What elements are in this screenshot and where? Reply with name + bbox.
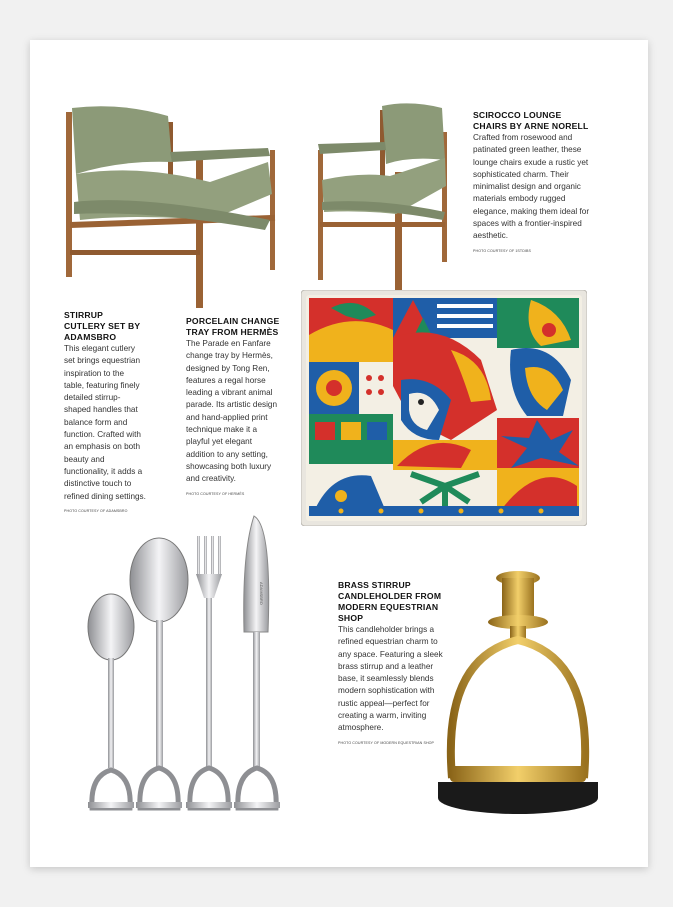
- lounge-chair-right: [318, 103, 447, 292]
- cutlery-credit: PHOTO COURTESY OF ADAMSBRO: [64, 508, 128, 513]
- cutlery-title: STIRRUP CUTLERY SET BY ADAMSBRO: [64, 310, 141, 342]
- brass-candleholder-image: [432, 568, 598, 828]
- tray-title: PORCELAIN CHANGE TRAY FROM HERMÈS: [186, 316, 280, 337]
- knife: [234, 516, 280, 808]
- lounge-chair-left: [66, 106, 275, 308]
- tray-pattern: [309, 298, 579, 516]
- magazine-page: [30, 40, 648, 867]
- fork: [186, 536, 232, 808]
- candleholder-title: BRASS STIRRUP CANDLEHOLDER FROM MODERN EQUESTRIAN SHOP: [338, 580, 442, 623]
- tablespoon: [130, 538, 188, 808]
- tray-body: The Parade en Fanfare change tray by Hermès, designed by Tong Ren, features a regal horse leading a vibrant animal parade. Its artistic design and hand-applied print technique make it a playful yet elegant addition to any setting, showcasing both luxury and creativity.: [186, 339, 278, 484]
- candleholder-body: This candleholder brings a refined equestrian charm to any space. Featuring a sleek brass stirrup and a leather base, it seamlessly blends modern sophistication with rustic appeal—perfect for creating a warm, inviting atmosphere.: [338, 625, 443, 733]
- cutlery-body: This elegant cutlery set brings equestrian inspiration to the table, featuring finely detailed stirrup-shaped handles that balance form and function. Crafted with an emphasis on both beauty and functionality, it adds a distinctive touch to refined dining settings.: [64, 344, 146, 501]
- teaspoon: [88, 594, 134, 808]
- stirrup-cutlery-image: [82, 512, 282, 814]
- hermes-tray-image: [301, 290, 587, 526]
- chairs-article: [473, 110, 591, 254]
- tray-credit: PHOTO COURTESY OF HERMÈS: [186, 491, 245, 496]
- knife-engraving: ADAMSBRO: [259, 582, 264, 605]
- tray-article: [186, 316, 282, 497]
- candleholder-article: [338, 580, 444, 746]
- candleholder-credit: PHOTO COURTESY OF MODERN EQUESTRIAN SHOP: [338, 740, 435, 745]
- cutlery-article: [64, 310, 146, 514]
- lounge-chairs-image: [60, 102, 460, 312]
- chairs-credit: PHOTO COURTESY OF 1STDIBS: [473, 248, 532, 253]
- chairs-body: Crafted from rosewood and patinated green leather, these lounge chairs exude a rustic yet sophisticated charm. Their minimalist design and organic materials embody rugged elegance, making them ideal for spaces with a frontier-inspired aesthetic.: [473, 133, 590, 241]
- chairs-title: SCIROCCO LOUNGE CHAIRS BY ARNE NORELL: [473, 110, 589, 131]
